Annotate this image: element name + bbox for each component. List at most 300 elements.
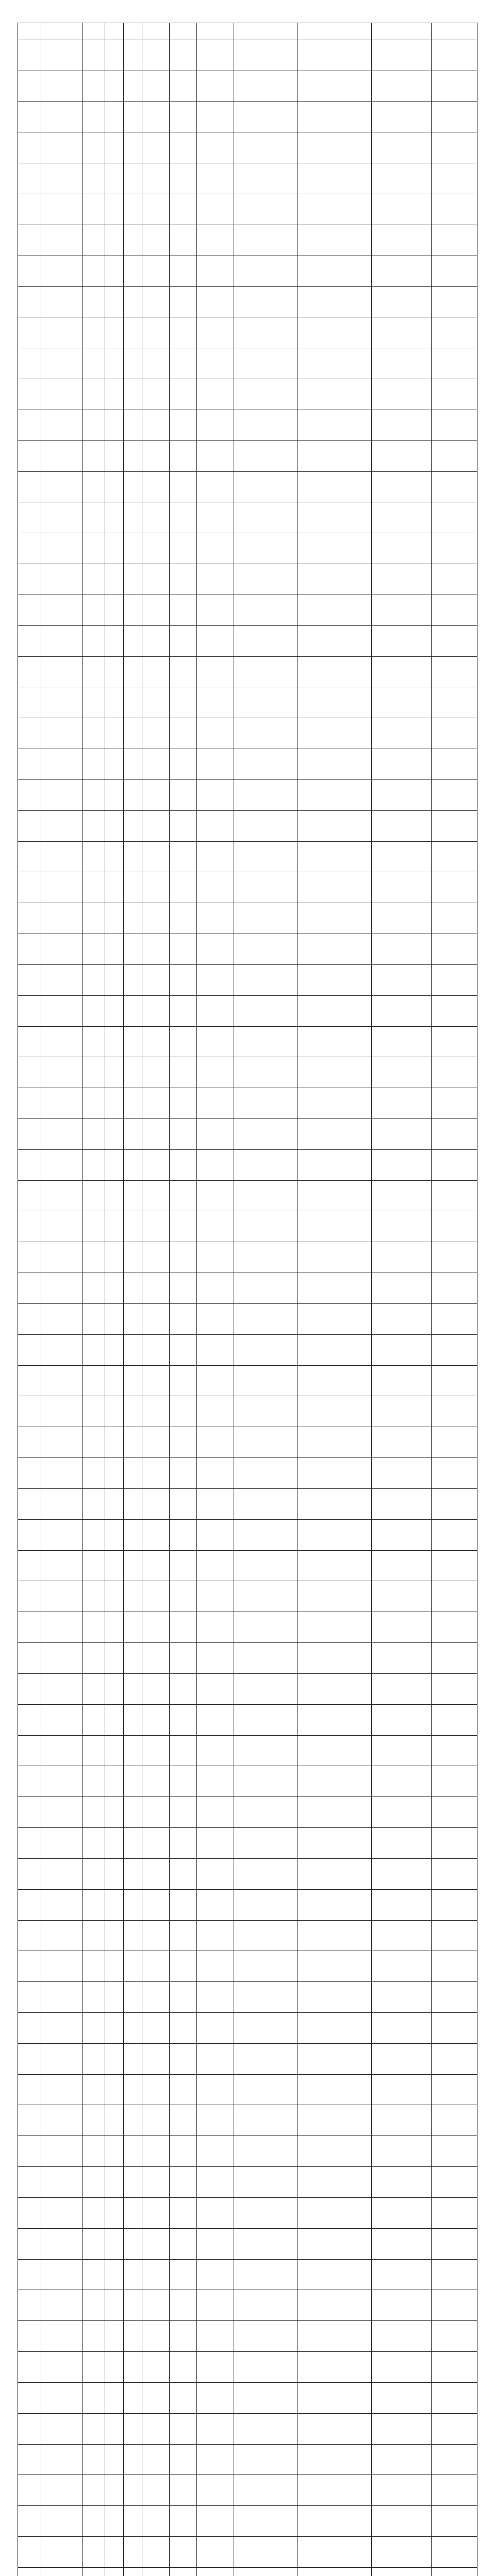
table-cell-c4 — [105, 1303, 124, 1334]
table-cell-c7 — [169, 1581, 196, 1612]
table-cell-c1 — [18, 903, 41, 934]
table-cell-c6 — [142, 1735, 169, 1766]
table-cell-c6 — [142, 995, 169, 1026]
table-cell-c12 — [431, 379, 477, 410]
table-cell-c1 — [18, 1180, 41, 1211]
table-cell-c11 — [371, 1643, 431, 1674]
table-cell-c2 — [41, 2475, 82, 2506]
table-cell-c7 — [169, 410, 196, 440]
table-cell-c7 — [169, 1149, 196, 1180]
table-cell-c6 — [142, 749, 169, 780]
table-cell-c4 — [105, 533, 124, 564]
table-cell-c3 — [82, 348, 105, 379]
table-cell-c7 — [169, 2259, 196, 2290]
table-cell-c5 — [123, 2197, 142, 2228]
table-cell-c2 — [41, 903, 82, 934]
table-cell-c5 — [123, 2537, 142, 2568]
table-cell-c11 — [371, 132, 431, 163]
table-cell-c1 — [18, 2382, 41, 2413]
table-cell-c8 — [197, 1673, 234, 1704]
table-cell-c4 — [105, 595, 124, 625]
table-row — [18, 256, 477, 286]
table-row — [18, 1951, 477, 1982]
table-cell-c7 — [169, 2506, 196, 2537]
table-cell-c12 — [431, 2259, 477, 2290]
table-row — [18, 2074, 477, 2105]
table-cell-c2 — [41, 1365, 82, 1396]
table-cell-c5 — [123, 2290, 142, 2321]
table-cell-c7 — [169, 1704, 196, 1735]
table-row — [18, 286, 477, 317]
table-cell-c7 — [169, 1273, 196, 1304]
table-cell-c2 — [41, 194, 82, 225]
table-cell-c7 — [169, 40, 196, 71]
table-row — [18, 2321, 477, 2352]
table-cell-c4 — [105, 564, 124, 595]
table-cell-c9 — [234, 163, 298, 194]
table-cell-c2 — [41, 502, 82, 533]
table-cell-c12 — [431, 2506, 477, 2537]
table-cell-c11 — [371, 2537, 431, 2568]
table-cell-c4 — [105, 2043, 124, 2074]
table-cell-c11 — [371, 1396, 431, 1427]
table-cell-c4 — [105, 1149, 124, 1180]
table-cell-c6 — [142, 1488, 169, 1519]
table-cell-c12 — [431, 1180, 477, 1211]
table-cell-c5 — [123, 595, 142, 625]
table-cell-c4 — [105, 101, 124, 132]
table-cell-c2 — [41, 348, 82, 379]
table-cell-c10 — [298, 1396, 372, 1427]
table-cell-c10 — [298, 656, 372, 687]
table-cell-c2 — [41, 71, 82, 101]
table-cell-c6 — [142, 225, 169, 256]
table-cell-c3 — [82, 872, 105, 903]
table-cell-c4 — [105, 317, 124, 348]
table-cell-c3 — [82, 2197, 105, 2228]
table-cell-c4 — [105, 1365, 124, 1396]
table-row — [18, 1396, 477, 1427]
table-cell-c7 — [169, 2074, 196, 2105]
table-cell-c5 — [123, 1334, 142, 1365]
table-cell-c6 — [142, 2413, 169, 2444]
table-row — [18, 1550, 477, 1581]
table-cell-c2 — [41, 440, 82, 471]
table-cell-c2 — [41, 656, 82, 687]
table-cell-c5 — [123, 1889, 142, 1920]
table-cell-c8 — [197, 2413, 234, 2444]
table-cell-c7 — [169, 1334, 196, 1365]
table-cell-c12 — [431, 410, 477, 440]
table-cell-c6 — [142, 1180, 169, 1211]
table-cell-c10 — [298, 810, 372, 841]
table-cell-c3 — [82, 1951, 105, 1982]
table-cell-c12 — [431, 1920, 477, 1951]
table-cell-c3 — [82, 1797, 105, 1828]
table-cell-c9 — [234, 903, 298, 934]
table-cell-c8 — [197, 1334, 234, 1365]
table-cell-c7 — [169, 194, 196, 225]
table-cell-c4 — [105, 1427, 124, 1458]
table-row — [18, 40, 477, 71]
table-cell-c10 — [298, 1118, 372, 1149]
table-cell-c6 — [142, 903, 169, 934]
table-cell-c9 — [234, 841, 298, 872]
table-cell-c9 — [234, 1088, 298, 1119]
table-cell-c1 — [18, 1581, 41, 1612]
table-cell-c4 — [105, 163, 124, 194]
table-cell-c5 — [123, 286, 142, 317]
table-cell-c7 — [169, 348, 196, 379]
table-cell-c2 — [41, 1858, 82, 1889]
table-cell-c5 — [123, 1396, 142, 1427]
table-cell-c7 — [169, 1735, 196, 1766]
table-cell-c8 — [197, 995, 234, 1026]
table-cell-c9 — [234, 1612, 298, 1643]
table-cell-c11 — [371, 995, 431, 1026]
table-cell-c2 — [41, 2074, 82, 2105]
table-cell-c10 — [298, 1180, 372, 1211]
table-cell-c1 — [18, 410, 41, 440]
table-cell-c8 — [197, 687, 234, 718]
table-cell-c6 — [142, 872, 169, 903]
table-cell-c1 — [18, 2506, 41, 2537]
table-cell-c12 — [431, 1550, 477, 1581]
table-cell-c6 — [142, 656, 169, 687]
table-cell-c7 — [169, 1488, 196, 1519]
table-cell-c2 — [41, 779, 82, 810]
table-cell-c8 — [197, 1889, 234, 1920]
table-cell-c9 — [234, 1735, 298, 1766]
table-cell-c8 — [197, 779, 234, 810]
table-cell-c9 — [234, 1458, 298, 1489]
table-cell-c5 — [123, 101, 142, 132]
table-cell-c8 — [197, 718, 234, 749]
table-cell-c6 — [142, 379, 169, 410]
table-cell-c4 — [105, 225, 124, 256]
table-row — [18, 71, 477, 101]
table-cell-c2 — [41, 1920, 82, 1951]
document-title — [18, 9, 477, 19]
table-cell-c7 — [169, 440, 196, 471]
table-cell-c2 — [41, 1766, 82, 1797]
table-cell-c4 — [105, 1951, 124, 1982]
table-cell-c7 — [169, 2228, 196, 2259]
table-cell-c9 — [234, 440, 298, 471]
table-row — [18, 1026, 477, 1057]
table-cell-c1 — [18, 2444, 41, 2475]
table-cell-c6 — [142, 1026, 169, 1057]
table-row — [18, 1982, 477, 2013]
table-cell-c9 — [234, 1550, 298, 1581]
table-cell-c6 — [142, 286, 169, 317]
table-cell-c4 — [105, 1673, 124, 1704]
table-row — [18, 1180, 477, 1211]
table-cell-c6 — [142, 2537, 169, 2568]
table-cell-c11 — [371, 564, 431, 595]
table-cell-c2 — [41, 2567, 82, 2576]
table-cell-c7 — [169, 872, 196, 903]
column-header-11 — [371, 23, 431, 40]
table-cell-c11 — [371, 1951, 431, 1982]
table-cell-c10 — [298, 2136, 372, 2167]
table-cell-c8 — [197, 656, 234, 687]
table-cell-c4 — [105, 1704, 124, 1735]
table-row — [18, 687, 477, 718]
table-cell-c3 — [82, 1673, 105, 1704]
table-cell-c8 — [197, 1458, 234, 1489]
table-cell-c11 — [371, 471, 431, 502]
table-cell-c7 — [169, 1211, 196, 1242]
table-cell-c9 — [234, 564, 298, 595]
table-cell-c8 — [197, 964, 234, 995]
table-cell-c7 — [169, 1951, 196, 1982]
table-row — [18, 1797, 477, 1828]
table-cell-c11 — [371, 1088, 431, 1119]
table-cell-c3 — [82, 995, 105, 1026]
table-cell-c2 — [41, 2105, 82, 2136]
table-cell-c8 — [197, 163, 234, 194]
table-row — [18, 595, 477, 625]
table-cell-c5 — [123, 1550, 142, 1581]
table-cell-c12 — [431, 225, 477, 256]
table-cell-c10 — [298, 1612, 372, 1643]
table-cell-c11 — [371, 779, 431, 810]
table-cell-c9 — [234, 348, 298, 379]
table-cell-c9 — [234, 934, 298, 965]
column-header-5 — [123, 23, 142, 40]
table-cell-c2 — [41, 1889, 82, 1920]
table-cell-c9 — [234, 595, 298, 625]
table-cell-c12 — [431, 718, 477, 749]
table-cell-c8 — [197, 1735, 234, 1766]
table-cell-c5 — [123, 1581, 142, 1612]
table-cell-c10 — [298, 2013, 372, 2044]
table-cell-c1 — [18, 1643, 41, 1674]
table-cell-c10 — [298, 471, 372, 502]
table-row — [18, 379, 477, 410]
table-cell-c11 — [371, 225, 431, 256]
table-cell-c9 — [234, 2567, 298, 2576]
table-cell-c12 — [431, 1488, 477, 1519]
table-cell-c3 — [82, 1365, 105, 1396]
table-cell-c3 — [82, 749, 105, 780]
table-cell-c3 — [82, 379, 105, 410]
table-cell-c12 — [431, 1858, 477, 1889]
table-cell-c10 — [298, 440, 372, 471]
table-cell-c4 — [105, 1643, 124, 1674]
table-cell-c8 — [197, 2475, 234, 2506]
table-cell-c4 — [105, 410, 124, 440]
table-cell-c5 — [123, 2444, 142, 2475]
table-cell-c2 — [41, 286, 82, 317]
table-cell-c4 — [105, 132, 124, 163]
table-cell-c2 — [41, 1581, 82, 1612]
table-cell-c12 — [431, 286, 477, 317]
table-row — [18, 1149, 477, 1180]
table-cell-c7 — [169, 2197, 196, 2228]
table-cell-c2 — [41, 687, 82, 718]
table-cell-c10 — [298, 1057, 372, 1088]
table-cell-c1 — [18, 1488, 41, 1519]
table-cell-c8 — [197, 810, 234, 841]
table-cell-c11 — [371, 2074, 431, 2105]
table-cell-c10 — [298, 40, 372, 71]
table-cell-c4 — [105, 964, 124, 995]
table-cell-c7 — [169, 687, 196, 718]
table-cell-c7 — [169, 101, 196, 132]
table-cell-c4 — [105, 1982, 124, 2013]
table-row — [18, 1488, 477, 1519]
table-cell-c1 — [18, 2074, 41, 2105]
table-cell-c3 — [82, 2136, 105, 2167]
table-cell-c4 — [105, 2074, 124, 2105]
table-cell-c2 — [41, 471, 82, 502]
table-cell-c2 — [41, 1735, 82, 1766]
table-cell-c10 — [298, 1581, 372, 1612]
table-cell-c3 — [82, 1396, 105, 1427]
table-cell-c2 — [41, 1149, 82, 1180]
table-cell-c5 — [123, 1180, 142, 1211]
table-cell-c10 — [298, 718, 372, 749]
table-cell-c5 — [123, 40, 142, 71]
table-cell-c6 — [142, 1704, 169, 1735]
table-cell-c12 — [431, 2413, 477, 2444]
table-cell-c4 — [105, 1273, 124, 1304]
table-cell-c5 — [123, 656, 142, 687]
table-cell-c9 — [234, 1673, 298, 1704]
table-cell-c2 — [41, 1118, 82, 1149]
table-row — [18, 194, 477, 225]
table-cell-c9 — [234, 2259, 298, 2290]
table-cell-c4 — [105, 194, 124, 225]
table-cell-c2 — [41, 2197, 82, 2228]
table-cell-c10 — [298, 1088, 372, 1119]
table-cell-c12 — [431, 1334, 477, 1365]
table-cell-c9 — [234, 2413, 298, 2444]
table-row — [18, 1735, 477, 1766]
table-cell-c2 — [41, 995, 82, 1026]
table-cell-c2 — [41, 2136, 82, 2167]
table-cell-c2 — [41, 595, 82, 625]
table-cell-c5 — [123, 440, 142, 471]
table-cell-c4 — [105, 2475, 124, 2506]
table-cell-c2 — [41, 2321, 82, 2352]
table-cell-c10 — [298, 2413, 372, 2444]
table-cell-c12 — [431, 194, 477, 225]
table-cell-c4 — [105, 1026, 124, 1057]
table-cell-c1 — [18, 1365, 41, 1396]
table-cell-c4 — [105, 1242, 124, 1273]
table-cell-c6 — [142, 841, 169, 872]
table-cell-c6 — [142, 2013, 169, 2044]
table-cell-c10 — [298, 1735, 372, 1766]
table-cell-c6 — [142, 132, 169, 163]
table-cell-c11 — [371, 101, 431, 132]
table-cell-c1 — [18, 1982, 41, 2013]
table-cell-c12 — [431, 903, 477, 934]
table-row — [18, 2444, 477, 2475]
table-cell-c8 — [197, 2290, 234, 2321]
table-cell-c9 — [234, 1211, 298, 1242]
table-cell-c11 — [371, 810, 431, 841]
table-cell-c10 — [298, 2259, 372, 2290]
table-cell-c11 — [371, 749, 431, 780]
table-cell-c8 — [197, 2167, 234, 2198]
table-cell-c1 — [18, 2567, 41, 2576]
table-cell-c11 — [371, 1458, 431, 1489]
table-cell-c2 — [41, 2228, 82, 2259]
table-cell-c9 — [234, 1396, 298, 1427]
table-cell-c1 — [18, 964, 41, 995]
recruitment-table — [18, 23, 477, 2576]
table-cell-c1 — [18, 2136, 41, 2167]
table-cell-c4 — [105, 440, 124, 471]
table-cell-c5 — [123, 687, 142, 718]
table-cell-c7 — [169, 1889, 196, 1920]
table-cell-c12 — [431, 2074, 477, 2105]
table-cell-c6 — [142, 718, 169, 749]
table-row — [18, 440, 477, 471]
table-cell-c10 — [298, 1303, 372, 1334]
table-cell-c6 — [142, 1088, 169, 1119]
table-cell-c6 — [142, 2105, 169, 2136]
table-cell-c4 — [105, 1488, 124, 1519]
table-cell-c4 — [105, 40, 124, 71]
table-row — [18, 1673, 477, 1704]
table-cell-c11 — [371, 2105, 431, 2136]
table-row — [18, 2167, 477, 2198]
table-cell-c12 — [431, 132, 477, 163]
table-cell-c10 — [298, 1550, 372, 1581]
table-row — [18, 471, 477, 502]
table-cell-c6 — [142, 2259, 169, 2290]
table-cell-c11 — [371, 2290, 431, 2321]
table-cell-c7 — [169, 903, 196, 934]
table-cell-c4 — [105, 995, 124, 1026]
table-cell-c12 — [431, 40, 477, 71]
table-cell-c4 — [105, 1550, 124, 1581]
table-cell-c8 — [197, 132, 234, 163]
table-cell-c7 — [169, 595, 196, 625]
table-cell-c5 — [123, 1982, 142, 2013]
table-cell-c10 — [298, 841, 372, 872]
table-cell-c8 — [197, 2228, 234, 2259]
table-cell-c3 — [82, 718, 105, 749]
table-cell-c8 — [197, 2043, 234, 2074]
table-cell-c2 — [41, 2043, 82, 2074]
table-cell-c7 — [169, 379, 196, 410]
table-cell-c2 — [41, 1303, 82, 1334]
table-cell-c3 — [82, 625, 105, 656]
table-row — [18, 1427, 477, 1458]
table-cell-c12 — [431, 2567, 477, 2576]
table-cell-c12 — [431, 1427, 477, 1458]
table-cell-c8 — [197, 1118, 234, 1149]
table-cell-c3 — [82, 810, 105, 841]
table-cell-c8 — [197, 101, 234, 132]
table-cell-c3 — [82, 2074, 105, 2105]
table-cell-c3 — [82, 71, 105, 101]
table-cell-c3 — [82, 1581, 105, 1612]
table-cell-c10 — [298, 1858, 372, 1889]
table-cell-c1 — [18, 2013, 41, 2044]
table-cell-c9 — [234, 2074, 298, 2105]
table-cell-c4 — [105, 1735, 124, 1766]
table-cell-c4 — [105, 2197, 124, 2228]
table-cell-c3 — [82, 502, 105, 533]
table-cell-c7 — [169, 1242, 196, 1273]
